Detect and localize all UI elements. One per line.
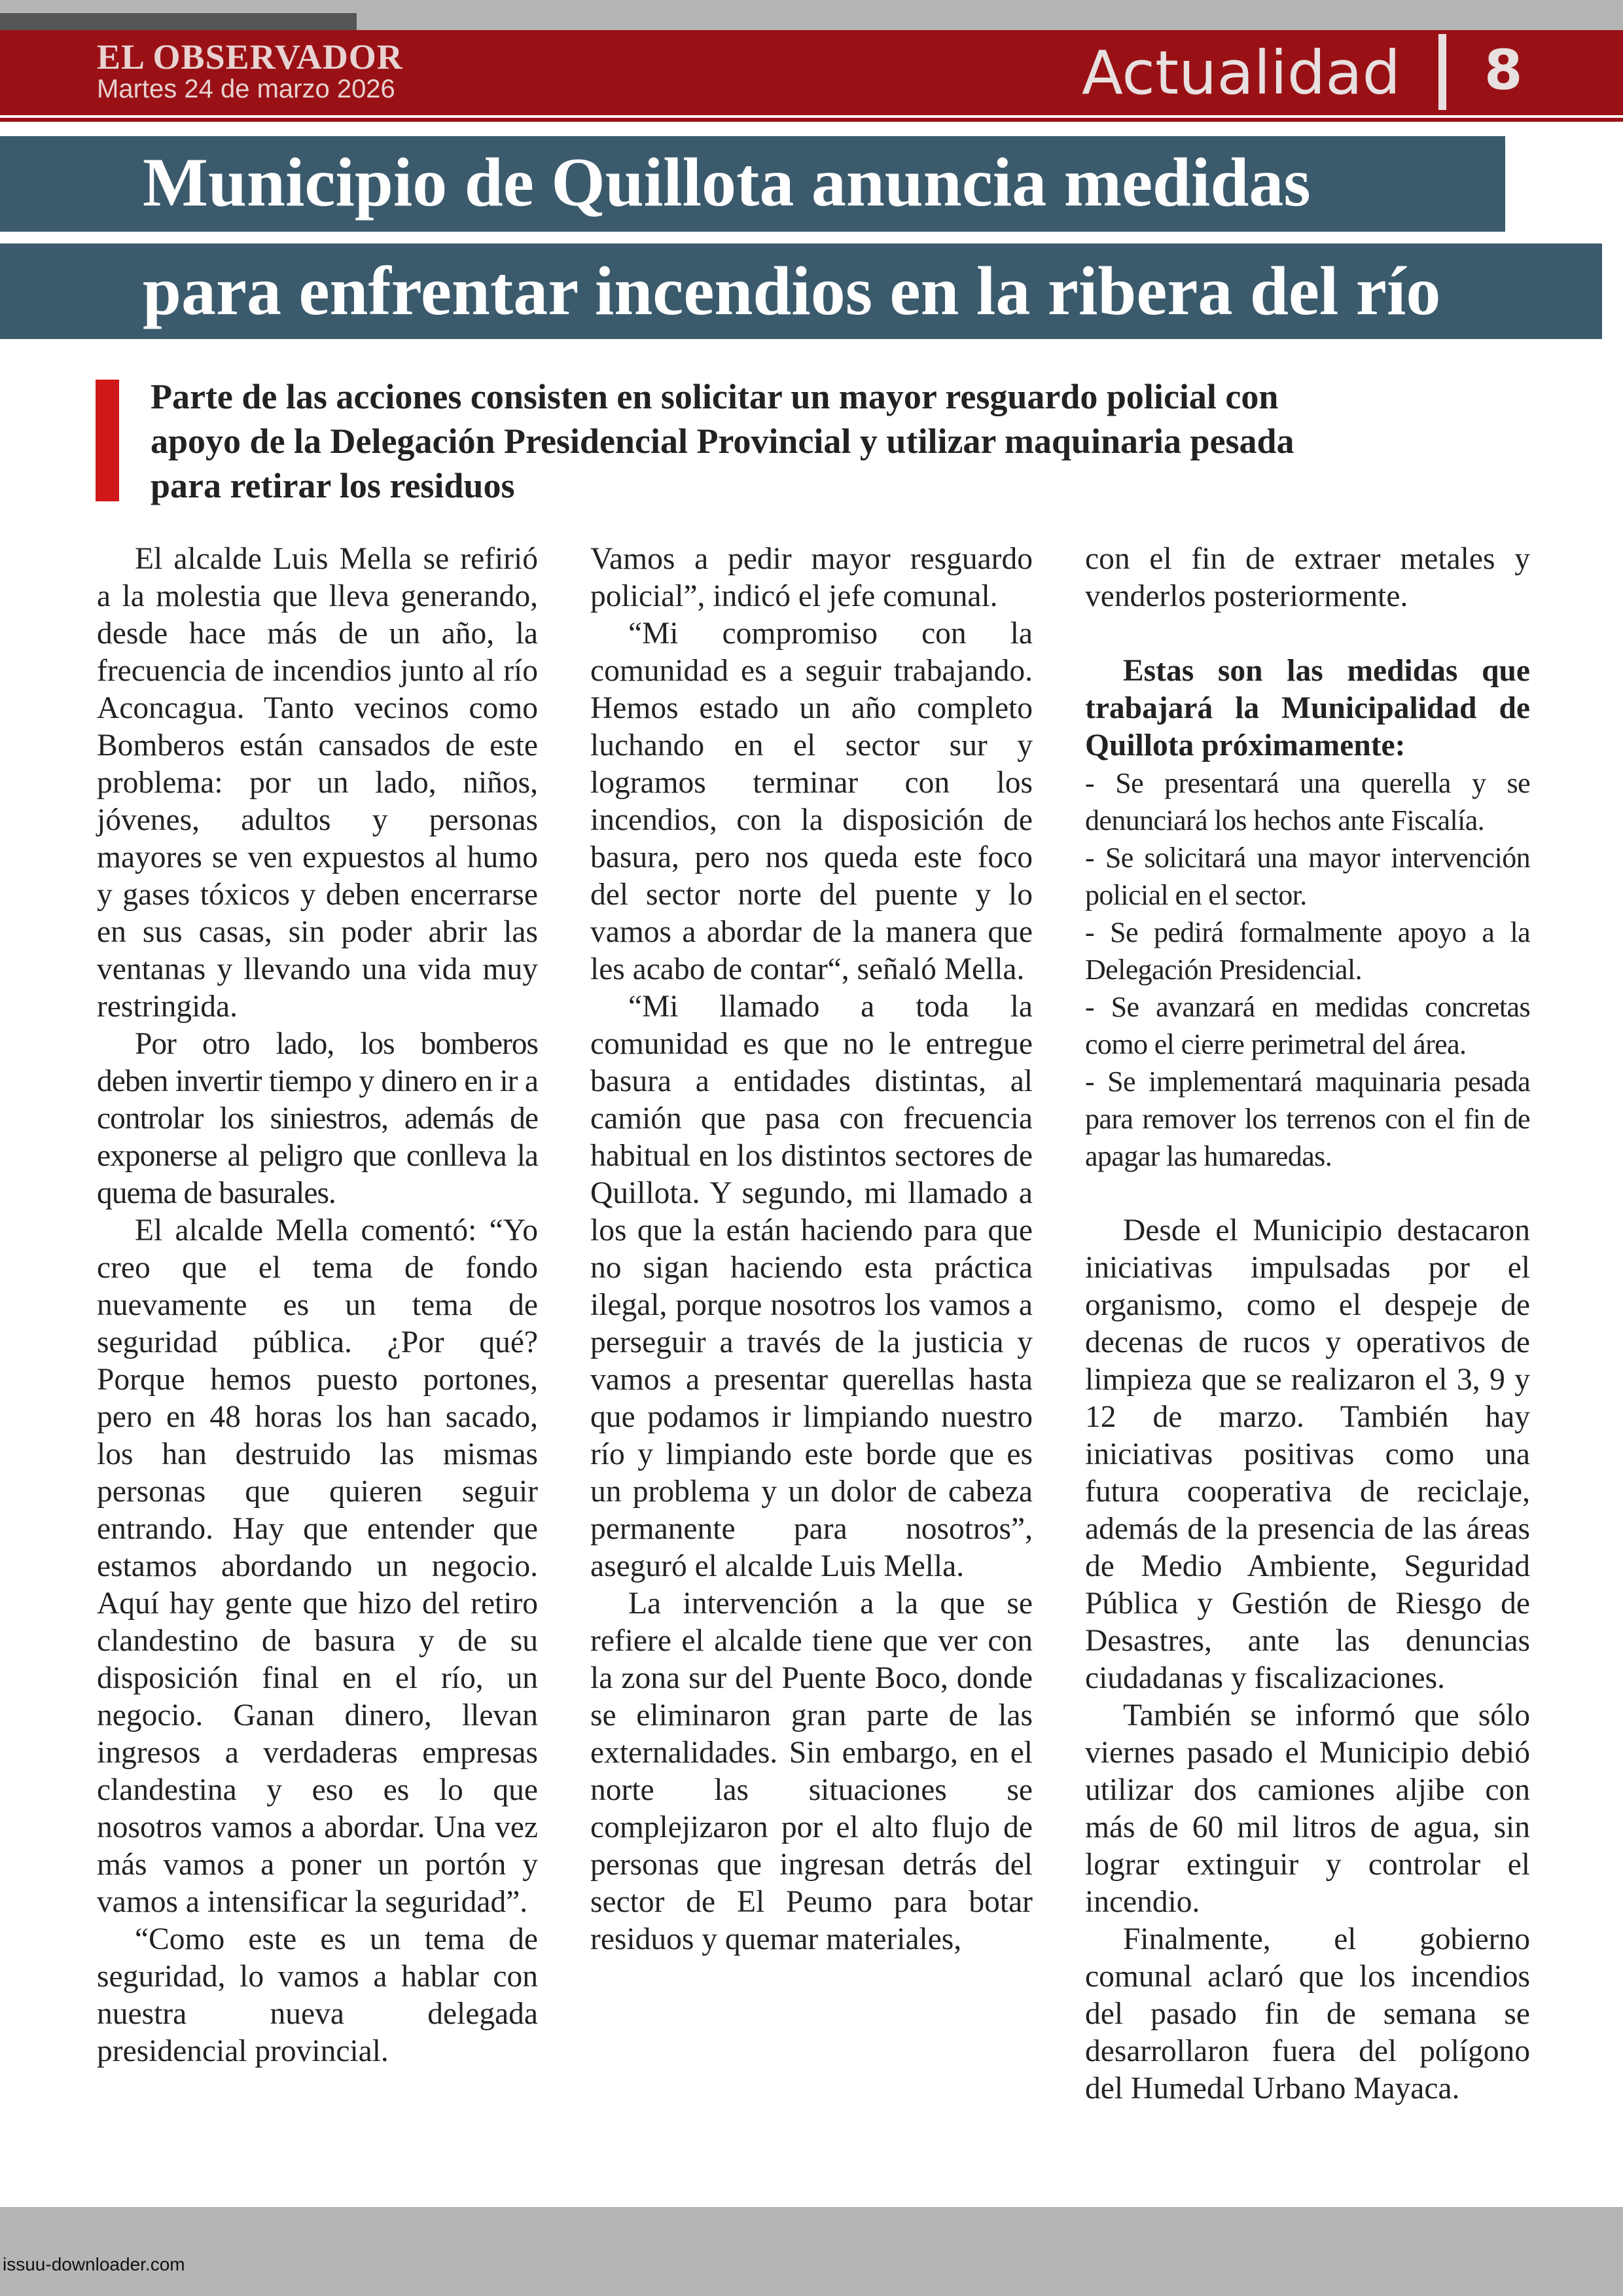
measure-item: - Se implementará maquinaria pesada para remover los terrenos con el fin de apagar las humaredas. [1085,1066,1530,1172]
paragraph: Finalmente, el gobierno comunal aclaró que los incendios del pasado fin de semana se desarrollaron fuera del polígono del Humedal Urbano Mayaca. [1085,1922,1530,2106]
header-separator [1438,34,1446,110]
paragraph-continued: Vamos a pedir mayor resguardo policial”, indicó el jefe comunal. [590,542,1033,613]
measure-item: - Se solicitará una mayor intervención policial en el sector. [1085,842,1530,911]
measures-title: Estas son las medidas que trabajará la Municipalidad de Quillota próximamente: [1085,654,1530,762]
paragraph: Desde el Municipio destacaron iniciativas impulsadas por el organismo, como el despeje de decenas de rucos y operativos de limpieza que se realizaron el 3, 9 y 12 de marzo. También hay iniciativas positivas como una futura cooperativa de reciclaje, además de la presencia de las áreas de Medio Ambiente, Seguridad Pública y Gestión de Riesgo de Desastres, ante las denuncias ciudadanas y fiscalizaciones. [1085,1213,1530,1695]
headline-line-1: Municipio de Quillota anuncia medidas [143,144,1311,221]
publication-name: EL OBSERVADOR [97,37,403,77]
paragraph: “Mi compromiso con la comunidad es a seguir trabajando. Hemos estado un año completo luchando en el sector sur y logramos terminar con los incendios, con la disposición de basura, pero nos queda este foco del sector norte del puente y lo vamos a abordar de la manera que les acabo de contar“, señaló Mella. [590,617,1033,986]
paragraph: El alcalde Mella comentó: “Yo creo que el tema de fondo nuevamente es un tema de seguridad pública. ¿Por qué? Porque hemos puesto portones, pero en 48 horas los han sacado, los han destruido las mismas personas que quieren seguir entrando. Hay que entender que estamos abordando un negocio. Aquí hay gente que hizo del retiro clandestino de basura y de su disposición final en el río, un negocio. Ganan dinero, llevan ingresos a verdaderas empresas clandestina y eso es lo que nosotros vamos a abordar. Una vez más vamos a poner un portón y vamos a intensificar la seguridad”. [97,1213,538,1919]
paragraph: “Mi llamado a toda la comunidad es que no le entregue basura a entidades distintas, al camión que pasa con frecuencia habitual en los distintos sectores de Quillota. Y segundo, mi llamado a los que la están haciendo para que no sigan haciendo esta práctica ilegal, porque nosotros los vamos a perseguir a través de la justicia y vamos a presentar querellas hasta que podamos ir limpiando nuestro río y limpiando este borde que es un problema y un dolor de cabeza permanente para nosotros”, aseguró el alcalde Luis Mella. [590,990,1033,1583]
headline-line-2: para enfrentar incendios en la ribera del río [143,253,1441,329]
article-column-2 [590,541,1033,2190]
paragraph: El alcalde Luis Mella se refirió a la molestia que lleva generando, desde hace más de un año, la frecuencia de incendios junto al río Aconcagua. Tanto vecinos como Bomberos están cansados de este problema: por un lado, niños, jóvenes, adultos y personas mayores se ven expuestos al humo y gases tóxicos y deben encerrarse en sus casas, sin poder abrir las ventanas y llevando una vida muy restringida. [97,542,538,1024]
paragraph: “Como este es un tema de seguridad, lo vamos a hablar con nuestra nueva delegada presidencial provincial. [97,1922,538,2068]
masthead-rule [0,118,1623,122]
article-column-1 [97,541,538,2190]
measure-item: - Se presentará una querella y se denunciará los hechos ante Fiscalía. [1085,767,1530,836]
article-dek: Parte de las acciones consisten en solicitar un mayor resguardo policial con apoyo de la Delegación Presidencial Provincial y utilizar maquinaria pesada para retirar los residuos [151,377,1294,505]
paragraph: También se informó que sólo viernes pasado el Municipio debió utilizar dos camiones aljibe con más de 60 mil litros de agua, sin lograr extinguir y controlar el incendio. [1085,1698,1530,1919]
dek-accent-bar [96,380,119,501]
issue-date: Martes 24 de marzo 2026 [97,75,395,103]
measure-item: - Se avanzará en medidas concretas como el cierre perimetral del área. [1085,991,1530,1060]
paragraph-continued: con el fin de extraer metales y venderlos posteriormente. [1085,542,1530,613]
paragraph: La intervención a la que se refiere el alcalde tiene que ver con la zona sur del Puente Boco, donde se eliminaron gran parte de las externalidades. Sin embargo, en el norte las situaciones se complejizaron por el alto flujo de personas que ingresan detrás del sector de El Peumo para botar residuos y quemar materiales, [590,1587,1033,1956]
paragraph: Por otro lado, los bomberos deben invertir tiempo y dinero en ir a controlar los siniestros, además de exponerse al peligro que conlleva la quema de basurales. [97,1027,538,1210]
measure-item: - Se pedirá formalmente apoyo a la Delegación Presidencial. [1085,916,1530,986]
page-number: 8 [1484,38,1523,102]
footer-bar [0,2207,1623,2296]
footer-watermark: issuu-downloader.com [3,2254,185,2274]
top-dark-tab [0,13,357,30]
section-name: Actualidad [1082,38,1400,108]
article-column-3 [1085,541,1530,2190]
